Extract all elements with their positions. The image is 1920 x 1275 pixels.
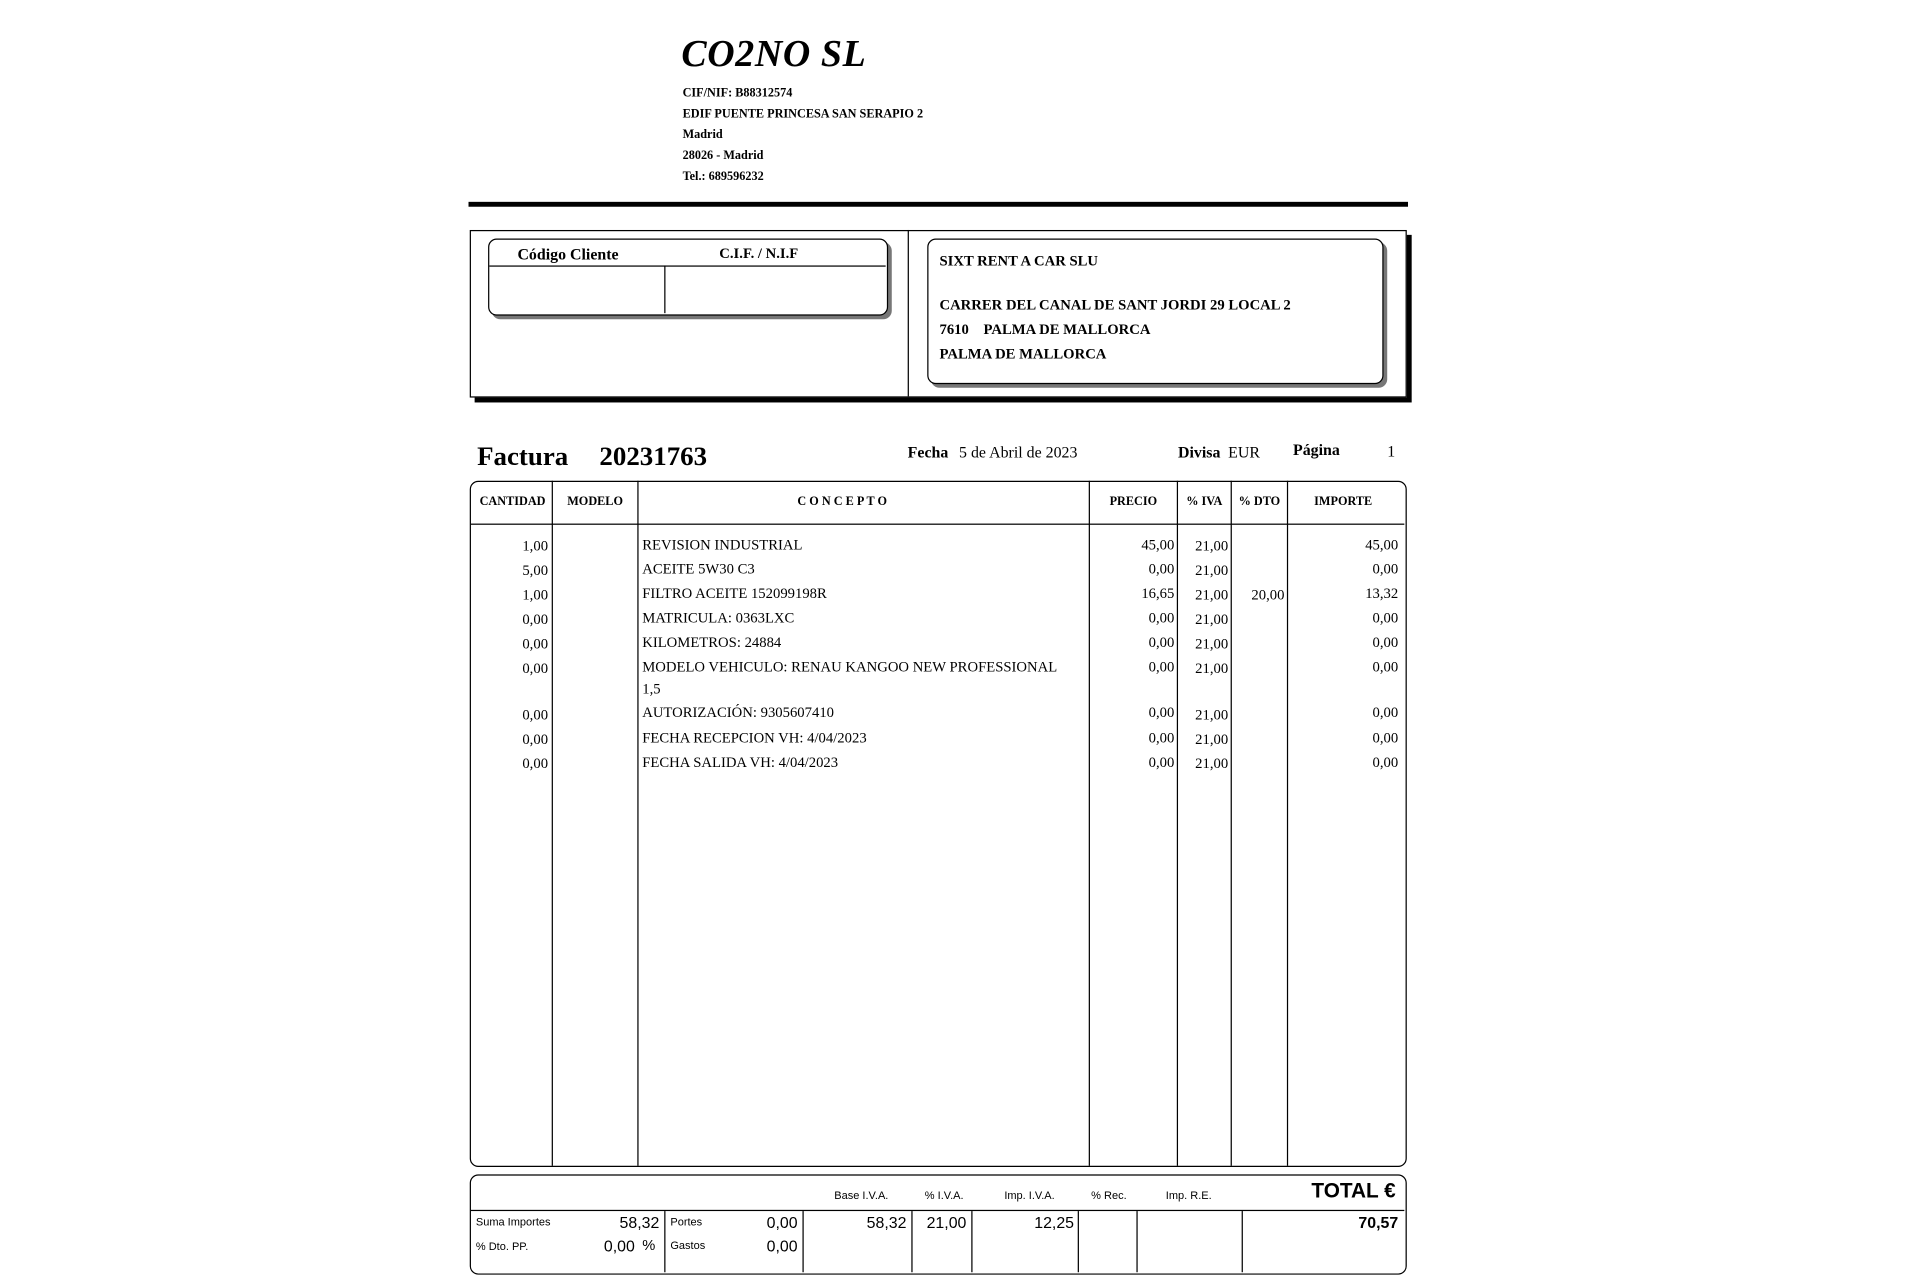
header-rule (469, 202, 1408, 207)
imp-re-label: Imp. R.E. (1165, 1189, 1212, 1202)
row-iva: 21,00 (1195, 585, 1229, 604)
row-importe: 0,00 (1372, 703, 1399, 721)
row-importe: 0,00 (1372, 633, 1399, 651)
invoice-number: 20231763 (599, 440, 708, 471)
gastos-value: 0,00 (766, 1236, 798, 1256)
col-divider (1231, 481, 1232, 1166)
portes-value: 0,00 (766, 1213, 798, 1232)
gastos-label: Gastos (670, 1239, 706, 1252)
pct-iva-value: 21,00 (926, 1213, 967, 1232)
header-precio: PRECIO (1109, 495, 1158, 509)
client-code-label: Código Cliente (517, 244, 619, 264)
row-iva: 21,00 (1195, 754, 1229, 772)
total-value: 70,57 (1358, 1213, 1399, 1232)
client-divider (908, 230, 909, 396)
row-precio: 0,00 (1148, 703, 1175, 721)
header-importe: IMPORTE (1314, 495, 1373, 509)
invoice-page (11, 0, 1910, 1260)
client-code-column-line (664, 265, 665, 313)
customer-postal-city: 7610 PALMA DE MALLORCA (939, 320, 1151, 338)
row-concepto: REVISION INDUSTRIAL (642, 535, 803, 553)
row-dto: 20,00 (1251, 585, 1285, 604)
row-importe: 45,00 (1365, 535, 1399, 553)
currency-label: Divisa (1178, 442, 1221, 462)
row-importe: 0,00 (1372, 609, 1399, 627)
imp-iva-value: 12,25 (1034, 1213, 1075, 1232)
col-divider (1287, 481, 1288, 1166)
row-iva: 21,00 (1195, 610, 1229, 628)
row-iva: 21,00 (1195, 659, 1229, 677)
items-table (470, 481, 1407, 1167)
items-header-line (471, 524, 1404, 525)
customer-name: SIXT RENT A CAR SLU (939, 251, 1099, 270)
base-iva-value: 58,32 (866, 1213, 907, 1232)
page-label: Página (1293, 440, 1340, 459)
client-cif-label: C.I.F. / N.I.F (719, 244, 799, 262)
col-divider (552, 481, 553, 1166)
row-precio: 0,00 (1148, 658, 1175, 676)
page-number: 1 (1387, 441, 1396, 460)
row-importe: 0,00 (1372, 753, 1399, 771)
row-concepto: FECHA RECEPCION VH: 4/04/2023 (642, 729, 867, 747)
company-phone: Tel.: 689596232 (682, 170, 764, 184)
totals-divider (664, 1211, 665, 1272)
company-cif: CIF/NIF: B88312574 (682, 86, 793, 101)
row-precio: 0,00 (1148, 729, 1175, 747)
dto-pp-label: % Dto. PP. (475, 1240, 529, 1253)
invoice-label: Factura (477, 440, 569, 471)
pct-rec-label: % Rec. (1091, 1189, 1127, 1202)
row-iva: 21,00 (1195, 705, 1229, 723)
row-cantidad: 0,00 (522, 754, 549, 772)
base-iva-label: Base I.V.A. (834, 1189, 889, 1202)
portes-label: Portes (670, 1215, 703, 1229)
company-city: Madrid (682, 128, 723, 142)
totals-divider (971, 1211, 972, 1272)
totals-divider (802, 1211, 803, 1272)
row-concepto: ACEITE 5W30 C3 (642, 560, 755, 578)
row-concepto: AUTORIZACIÓN: 9305607410 (642, 703, 835, 721)
row-concepto-continued: 1,5 (642, 680, 661, 698)
row-cantidad: 5,00 (522, 561, 549, 579)
row-concepto: FILTRO ACEITE 152099198R (642, 584, 827, 602)
row-cantidad: 0,00 (522, 634, 549, 653)
row-iva: 21,00 (1195, 561, 1229, 579)
header-iva: % IVA (1186, 495, 1223, 509)
col-divider (1177, 481, 1178, 1166)
header-cantidad: CANTIDAD (479, 495, 546, 509)
suma-importes-label: Suma Importes (475, 1215, 551, 1229)
row-iva: 21,00 (1195, 537, 1229, 555)
imp-iva-label: Imp. I.V.A. (1004, 1189, 1055, 1202)
company-street: EDIF PUENTE PRINCESA SAN SERAPIO 2 (682, 107, 924, 122)
company-postal: 28026 - Madrid (682, 149, 764, 163)
row-cantidad: 1,00 (522, 585, 549, 604)
col-divider (1089, 481, 1090, 1166)
row-importe: 0,00 (1372, 560, 1399, 578)
client-code-header-line (489, 265, 885, 266)
customer-street: CARRER DEL CANAL DE SANT JORDI 29 LOCAL 2 (939, 296, 1291, 314)
date-label: Fecha (907, 442, 949, 462)
row-precio: 0,00 (1148, 560, 1175, 578)
row-cantidad: 0,00 (522, 705, 549, 723)
header-concepto: C O N C E P T O (797, 495, 888, 509)
suma-importes-value: 58,32 (619, 1213, 660, 1232)
row-cantidad: 1,00 (522, 537, 549, 555)
company-name: CO2NO SL (681, 31, 867, 75)
col-divider (637, 481, 638, 1166)
totals-header-line (471, 1210, 1404, 1211)
totals-divider (1078, 1211, 1079, 1272)
row-precio: 0,00 (1148, 753, 1175, 771)
totals-divider (1242, 1211, 1243, 1272)
totals-divider (911, 1211, 912, 1272)
row-iva: 21,00 (1195, 634, 1229, 653)
row-concepto: FECHA SALIDA VH: 4/04/2023 (642, 753, 839, 771)
row-precio: 0,00 (1148, 633, 1175, 651)
row-cantidad: 0,00 (522, 659, 549, 677)
pct-iva-label: % I.V.A. (924, 1189, 964, 1202)
row-cantidad: 0,00 (522, 730, 549, 748)
row-concepto: MODELO VEHICULO: RENAU KANGOO NEW PROFESSIONAL (642, 658, 1058, 676)
date-value: 5 de Abril de 2023 (959, 442, 1078, 462)
row-importe: 0,00 (1372, 658, 1399, 676)
dto-pp-value: 0,00 (603, 1236, 635, 1256)
row-precio: 0,00 (1148, 609, 1175, 627)
dto-pp-unit: % (642, 1236, 656, 1254)
header-modelo: MODELO (567, 495, 623, 509)
row-precio: 45,00 (1141, 535, 1175, 553)
header-dto: % DTO (1238, 495, 1281, 509)
row-importe: 0,00 (1372, 729, 1399, 747)
customer-province: PALMA DE MALLORCA (939, 344, 1107, 363)
currency-value: EUR (1228, 442, 1260, 462)
row-importe: 13,32 (1365, 584, 1399, 602)
row-precio: 16,65 (1141, 584, 1175, 602)
row-cantidad: 0,00 (522, 610, 549, 628)
row-concepto: KILOMETROS: 24884 (642, 633, 782, 651)
totals-divider (1136, 1211, 1137, 1272)
total-label: TOTAL € (1311, 1179, 1396, 1203)
row-iva: 21,00 (1195, 730, 1229, 748)
row-concepto: MATRICULA: 0363LXC (642, 609, 795, 627)
